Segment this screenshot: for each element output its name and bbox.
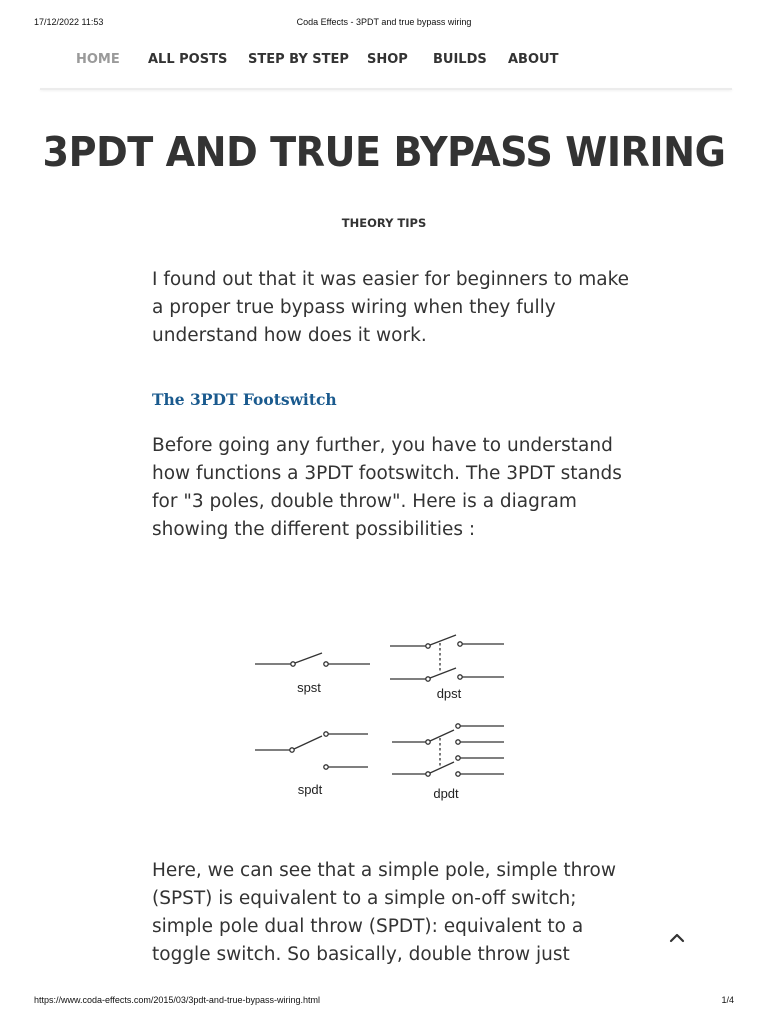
nav-home[interactable]: HOME — [76, 52, 120, 67]
print-page-title: Coda Effects - 3PDT and true bypass wiring — [296, 17, 472, 27]
nav-builds[interactable]: BUILDS — [433, 52, 487, 67]
nav-divider — [40, 88, 732, 90]
intro-paragraph: I found out that it was easier for beginners to make a proper true bypass wiring when they fully understand how does it work. — [152, 269, 630, 346]
nav-step-by-step[interactable]: STEP BY STEP — [248, 52, 349, 67]
dpst-symbol — [390, 635, 504, 681]
section-heading: The 3PDT Footswitch — [152, 390, 337, 409]
paragraph-2: Here, we can see that a simple pole, simple throw (SPST) is equivalent to a simple on-off switch; simple pole dual throw (SPDT): equivalent to a toggle switch. So basically, double throw just — [152, 860, 616, 965]
nav-all-posts[interactable]: ALL POSTS — [148, 52, 228, 67]
dpdt-label: dpdt — [433, 786, 459, 801]
dpst-label: dpst — [436, 686, 462, 701]
paragraph-1: Before going any further, you have to understand how functions a 3PDT footswitch. The 3PDT stands for "3 poles, double throw". Here is a diagram showing the different possibilities : — [152, 435, 622, 540]
print-page-number: 1/4 — [721, 995, 734, 1005]
switch-diagram — [246, 626, 516, 812]
spdt-symbol — [255, 732, 368, 769]
spst-label: spst — [297, 680, 321, 695]
print-footer — [0, 995, 768, 1009]
article-category-link[interactable]: THEORY TIPS — [341, 216, 427, 230]
nav-about[interactable]: ABOUT — [508, 52, 559, 67]
main-nav — [0, 52, 768, 72]
print-url: https://www.coda-effects.com/2015/03/3pdt-and-true-bypass-wiring.html — [34, 995, 320, 1005]
chevron-up-icon — [664, 926, 690, 948]
print-date: 17/12/2022 11:53 — [34, 17, 104, 27]
nav-shop[interactable]: SHOP — [367, 52, 408, 67]
scroll-top-button[interactable] — [664, 926, 690, 948]
article-title: 3PDT AND TRUE BYPASS WIRING — [42, 128, 726, 176]
spdt-label: spdt — [297, 782, 323, 797]
dpdt-symbol — [392, 724, 504, 776]
spst-symbol — [255, 653, 370, 666]
print-header — [0, 17, 768, 31]
